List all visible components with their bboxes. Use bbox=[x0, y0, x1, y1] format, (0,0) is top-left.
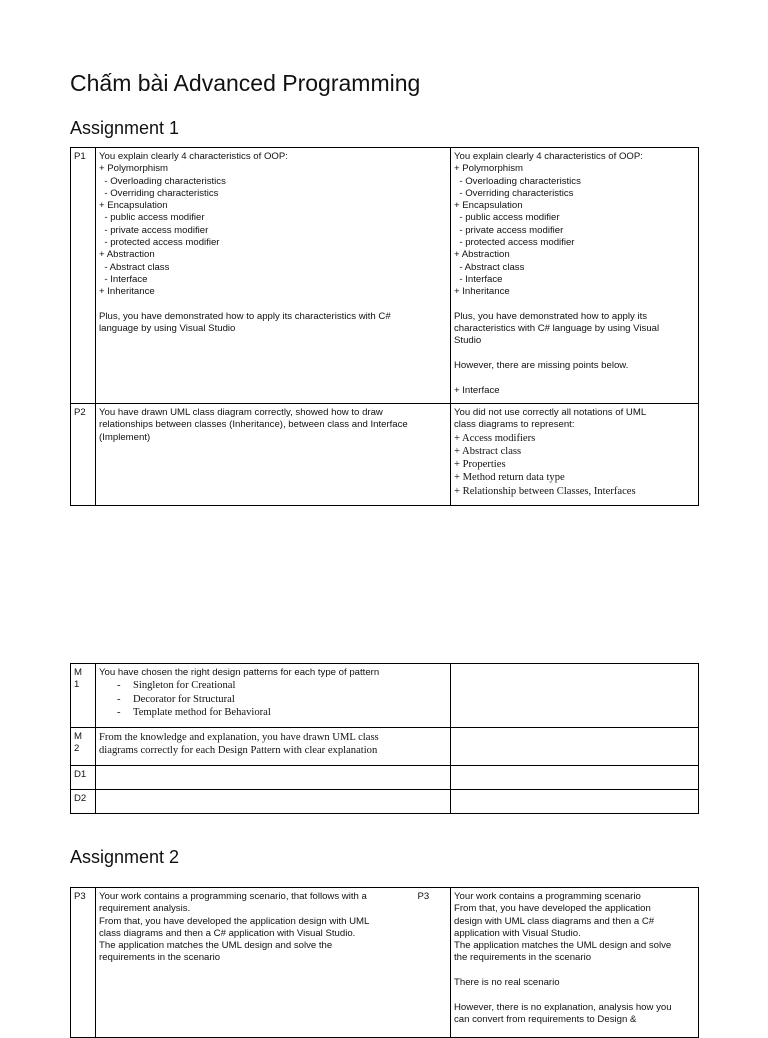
text-line: You have drawn UML class diagram correctly, showed how to draw bbox=[99, 407, 383, 418]
text-line: However, there is no explanation, analysis how you bbox=[454, 1001, 672, 1013]
table-row bbox=[71, 888, 699, 1038]
assignment-1-heading: Assignment 1 bbox=[70, 118, 180, 138]
text-line: + Interface bbox=[454, 384, 500, 396]
blank-line bbox=[454, 299, 695, 311]
blank-line bbox=[99, 299, 447, 311]
blank-line bbox=[454, 989, 695, 1001]
criteria-code: M 1 bbox=[71, 664, 96, 728]
blank-line bbox=[454, 348, 695, 360]
text-line: language by using Visual Studio bbox=[99, 323, 236, 335]
text-line: + Properties bbox=[454, 459, 506, 471]
text-line: Plus, you have demonstrated how to apply its characteristics with C# bbox=[99, 310, 391, 322]
criteria-description bbox=[96, 148, 451, 404]
criteria-description bbox=[96, 664, 451, 728]
text-line: - Overriding characteristics bbox=[99, 187, 219, 199]
text-line: - Interface bbox=[454, 273, 503, 285]
feedback-comment bbox=[451, 664, 699, 728]
text-line: Your work contains a programming scenario bbox=[454, 891, 641, 902]
criteria-description bbox=[96, 766, 451, 790]
criteria-description bbox=[96, 888, 415, 1038]
criteria-description bbox=[96, 790, 451, 814]
text-line: You explain clearly 4 characteristics of OOP: bbox=[99, 151, 288, 162]
text-line: + Polymorphism bbox=[454, 163, 524, 175]
table-row bbox=[71, 728, 699, 766]
text-line: - Interface bbox=[99, 273, 148, 285]
blank-line bbox=[454, 372, 695, 384]
text-line: the requirements in the scenario bbox=[454, 952, 592, 964]
text-line: characteristics with C# language by using Visual bbox=[454, 323, 660, 335]
page-title: Chấm bài Advanced Programming bbox=[70, 70, 421, 96]
text-line: The application matches the UML design and solve the bbox=[99, 940, 333, 952]
text-line: + Inheritance bbox=[454, 286, 510, 298]
table-row bbox=[71, 664, 699, 728]
text-line: - protected access modifier bbox=[454, 237, 575, 249]
criteria-code: D1 bbox=[71, 766, 96, 790]
feedback-comment bbox=[451, 888, 699, 1038]
text-line: - Abstract class bbox=[99, 261, 170, 273]
text-line: can convert from requirements to Design & bbox=[454, 1013, 637, 1025]
feedback-comment bbox=[451, 404, 699, 506]
table-row bbox=[71, 404, 699, 506]
text-line: Plus, you have demonstrated how to apply its bbox=[454, 310, 648, 322]
text-line: You explain clearly 4 characteristics of OOP: bbox=[454, 151, 643, 162]
text-line: - Overriding characteristics bbox=[454, 187, 574, 199]
text-line: class diagrams to represent: bbox=[454, 419, 575, 431]
assignment-1-merit-table bbox=[70, 663, 699, 814]
text-line: - public access modifier bbox=[454, 212, 560, 224]
text-line: - public access modifier bbox=[99, 212, 205, 224]
text-line: + Abstraction bbox=[99, 249, 155, 261]
text-line: + Method return data type bbox=[454, 472, 565, 484]
table-row bbox=[71, 766, 699, 790]
text-line: + Encapsulation bbox=[99, 200, 168, 212]
text-line: diagrams correctly for each Design Pattern with clear explanation bbox=[99, 745, 378, 757]
criteria-code: M 2 bbox=[71, 728, 96, 766]
assignment-2-heading: Assignment 2 bbox=[70, 847, 180, 867]
text-line: + Relationship between Classes, Interfaces bbox=[454, 485, 636, 497]
text-line: + Abstract class bbox=[454, 445, 522, 457]
text-line: + Abstraction bbox=[454, 249, 510, 261]
text-line: There is no real scenario bbox=[454, 977, 560, 989]
text-line: design with UML class diagrams and then a C# bbox=[454, 915, 655, 927]
table-row bbox=[71, 148, 699, 404]
text-line: From the knowledge and explanation, you have drawn UML class bbox=[99, 732, 379, 743]
criteria-code: P1 bbox=[71, 148, 96, 404]
text-line: - Abstract class bbox=[454, 261, 525, 273]
text-line: + Polymorphism bbox=[99, 163, 169, 175]
criteria-code: P3 bbox=[71, 888, 96, 1038]
text-line: requirement analysis. bbox=[99, 903, 191, 915]
criteria-description bbox=[96, 728, 451, 766]
list-item: - Singleton for Creational bbox=[115, 679, 447, 692]
text-line: - private access modifier bbox=[99, 224, 209, 236]
text-line: - Overloading characteristics bbox=[99, 175, 226, 187]
text-line: From that, you have developed the application bbox=[454, 903, 651, 915]
feedback-comment bbox=[451, 790, 699, 814]
criteria-code: P3 bbox=[415, 888, 451, 1038]
text-line: The application matches the UML design and solve bbox=[454, 940, 672, 952]
text-line: relationships between classes (Inheritance), between class and Interface bbox=[99, 419, 408, 431]
text-line: You have chosen the right design patterns for each type of pattern bbox=[99, 667, 380, 678]
blank-line bbox=[454, 965, 695, 977]
criteria-code: P2 bbox=[71, 404, 96, 506]
assignment-1-criteria-table bbox=[70, 147, 699, 506]
text-line: requirements in the scenario bbox=[99, 952, 221, 964]
feedback-comment bbox=[451, 766, 699, 790]
text-line: You did not use correctly all notations of UML bbox=[454, 407, 647, 418]
list-item: - Template method for Behavioral bbox=[115, 706, 447, 719]
text-line: - Overloading characteristics bbox=[454, 175, 581, 187]
list-item: - Decorator for Structural bbox=[115, 693, 447, 706]
text-line: Your work contains a programming scenario, that follows with a bbox=[99, 891, 367, 902]
text-line: However, there are missing points below. bbox=[454, 360, 629, 372]
text-line: From that, you have developed the application design with UML bbox=[99, 915, 370, 927]
text-line: application with Visual Studio. bbox=[454, 927, 581, 939]
text-line: (Implement) bbox=[99, 431, 151, 443]
feedback-comment bbox=[451, 148, 699, 404]
text-line: + Inheritance bbox=[99, 286, 155, 298]
text-line: + Encapsulation bbox=[454, 200, 523, 212]
text-line: Studio bbox=[454, 335, 482, 347]
text-line: + Access modifiers bbox=[454, 432, 536, 444]
criteria-code: D2 bbox=[71, 790, 96, 814]
assignment-2-criteria-table bbox=[70, 887, 699, 1038]
text-line: class diagrams and then a C# application with Visual Studio. bbox=[99, 927, 356, 939]
criteria-description bbox=[96, 404, 451, 506]
table-row bbox=[71, 790, 699, 814]
text-line: - private access modifier bbox=[454, 224, 564, 236]
text-line: - protected access modifier bbox=[99, 237, 220, 249]
feedback-comment bbox=[451, 728, 699, 766]
